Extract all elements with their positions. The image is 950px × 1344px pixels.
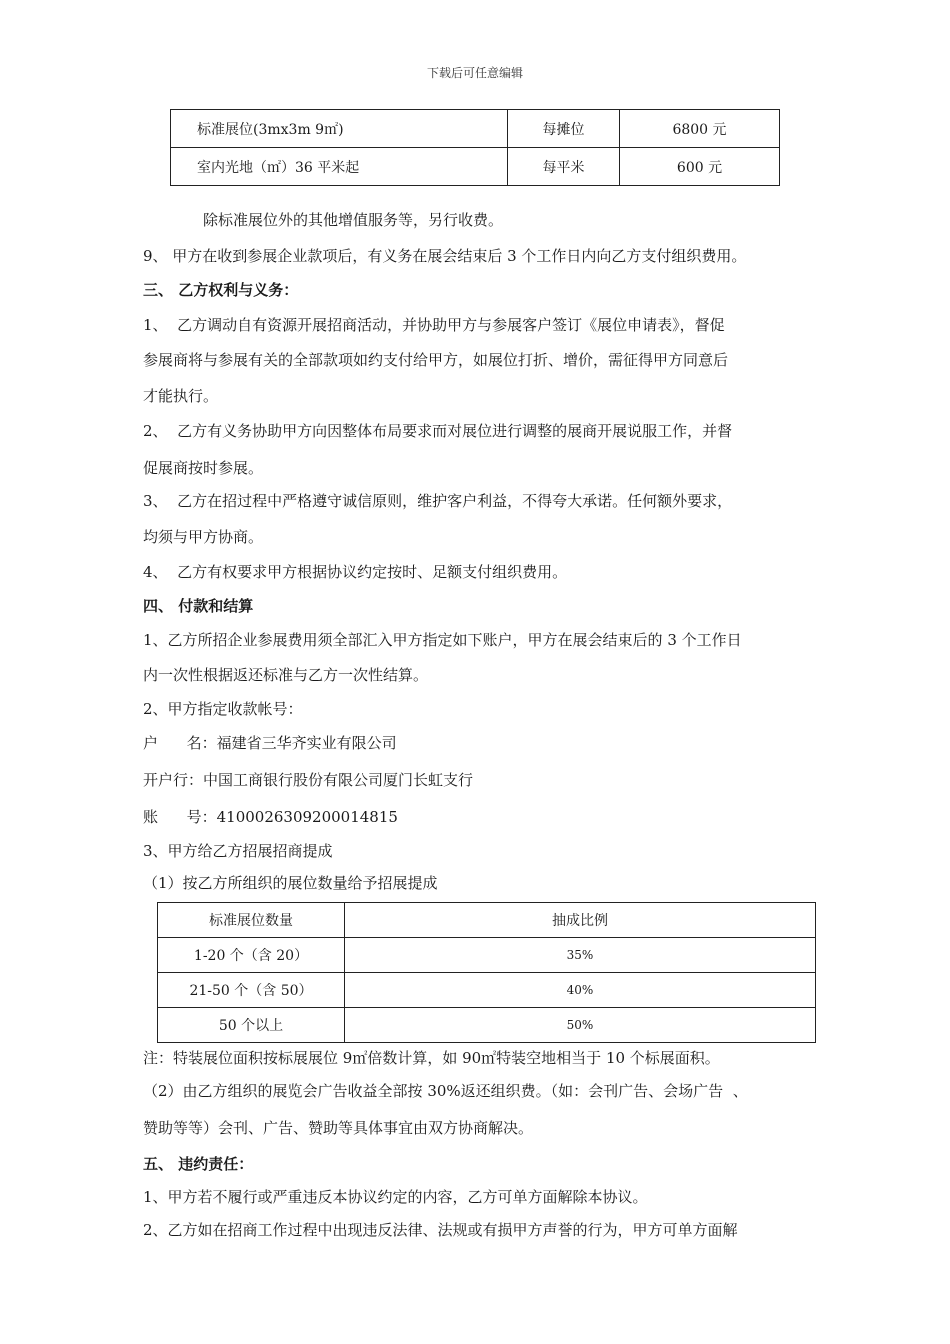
table-row [171,110,780,148]
commission-table [157,902,816,1043]
paragraph-line: 2、 乙方有义务协助甲方向因整体布局要求而对展位进行调整的展商开展说服工作，并督 [143,422,733,440]
price-unit: 每摊位 [508,110,620,148]
paragraph-line: 除标准展位外的其他增值服务等，另行收费。 [203,211,504,229]
paragraph-line: 9、 甲方在收到参展企业款项后，有义务在展会结束后 3 个工作日内向乙方支付组织费用。 [143,247,747,265]
section-heading: 五、 违约责任： [143,1155,254,1173]
price-table [170,109,780,186]
note-line: 注：特装展位面积按标展展位 9㎡倍数计算，如 90㎡特装空地相当于 10 个标展面积。 [143,1049,720,1067]
section-heading: 三、 乙方权利与义务： [143,281,299,299]
table-row [158,938,816,973]
rate-cell: 50% [345,1008,816,1043]
paragraph-line: 2、乙方如在招商工作过程中出现违反法律、法规或有损甲方声誉的行为，甲方可单方面解 [143,1221,738,1239]
column-header: 标准展位数量 [158,903,345,938]
paragraph-line: （2）由乙方组织的展览会广告收益全部按 30%返还组织费。（如：会刊广告、会场广告 、 [143,1082,748,1100]
paragraph-line: （1）按乙方所组织的展位数量给予招展提成 [143,874,438,892]
rate-cell: 40% [345,973,816,1008]
paragraph-line: 内一次性根据返还标准与乙方一次性结算。 [143,666,429,684]
table-header-row [158,903,816,938]
price-unit: 每平米 [508,148,620,186]
range-cell: 50 个以上 [158,1008,345,1043]
paragraph-line: 才能执行。 [143,387,219,405]
account-number: 账 号：410002630920001481​5 [143,808,398,826]
table-row [158,973,816,1008]
price-value: 6800 元 [620,110,780,148]
paragraph-line: 3、甲方给乙方招展招商提成 [143,842,333,860]
paragraph-line: 1、乙方所招企业参展费用须全部汇入甲方指定如下账户，甲方在展会结束后的 3 个工作日 [143,631,742,649]
price-item: 标准展位(3mx3m 9㎡) [171,110,508,148]
table-row [158,1008,816,1043]
paragraph-line: 赞助等等）会刊、广告、赞助等具体事宜由双方协商解决。 [143,1119,534,1137]
paragraph-line: 1、甲方若不履行或严重违反本协议约定的内容，乙方可单方面解除本协议。 [143,1188,648,1206]
column-header: 抽成比例 [345,903,816,938]
price-item: 室内光地（㎡）36 平米起 [171,148,508,186]
paragraph-line: 4、 乙方有权要求甲方根据协议约定按时、足额支付组织费用。 [143,563,568,581]
paragraph-line: 3、 乙方在招过程中严格遵守诚信原则，维护客户利益，不得夸大承诺。任何额外要求， [143,492,733,510]
rate-cell: 35% [345,938,816,973]
paragraph-line: 均须与甲方协商。 [143,528,264,546]
section-heading: 四、 付款和结算 [143,597,254,615]
paragraph-line: 促展商按时参展。 [143,459,264,477]
paragraph-line: 1、 乙方调动自有资源开展招商活动，并协助甲方与参展客户签订《展位申请表》，督促 [143,316,725,334]
range-cell: 1-20 个（含 20） [158,938,345,973]
paragraph-line: 参展商将与参展有关的全部款项如约支付给甲方，如展位打折、增价，需征得甲方同意后 [143,351,729,369]
price-value: 600 元 [620,148,780,186]
table-row [171,148,780,186]
range-cell: 21-50 个（含 50） [158,973,345,1008]
paragraph-line: 2、甲方指定收款帐号： [143,700,303,718]
header-note: 下载后可任意编辑 [426,66,523,80]
account-bank: 开户行：中国工商银行股份有限公司厦门长虹支行 [143,771,474,789]
account-name: 户 名：福建省三华齐实业有限公司 [143,734,397,752]
